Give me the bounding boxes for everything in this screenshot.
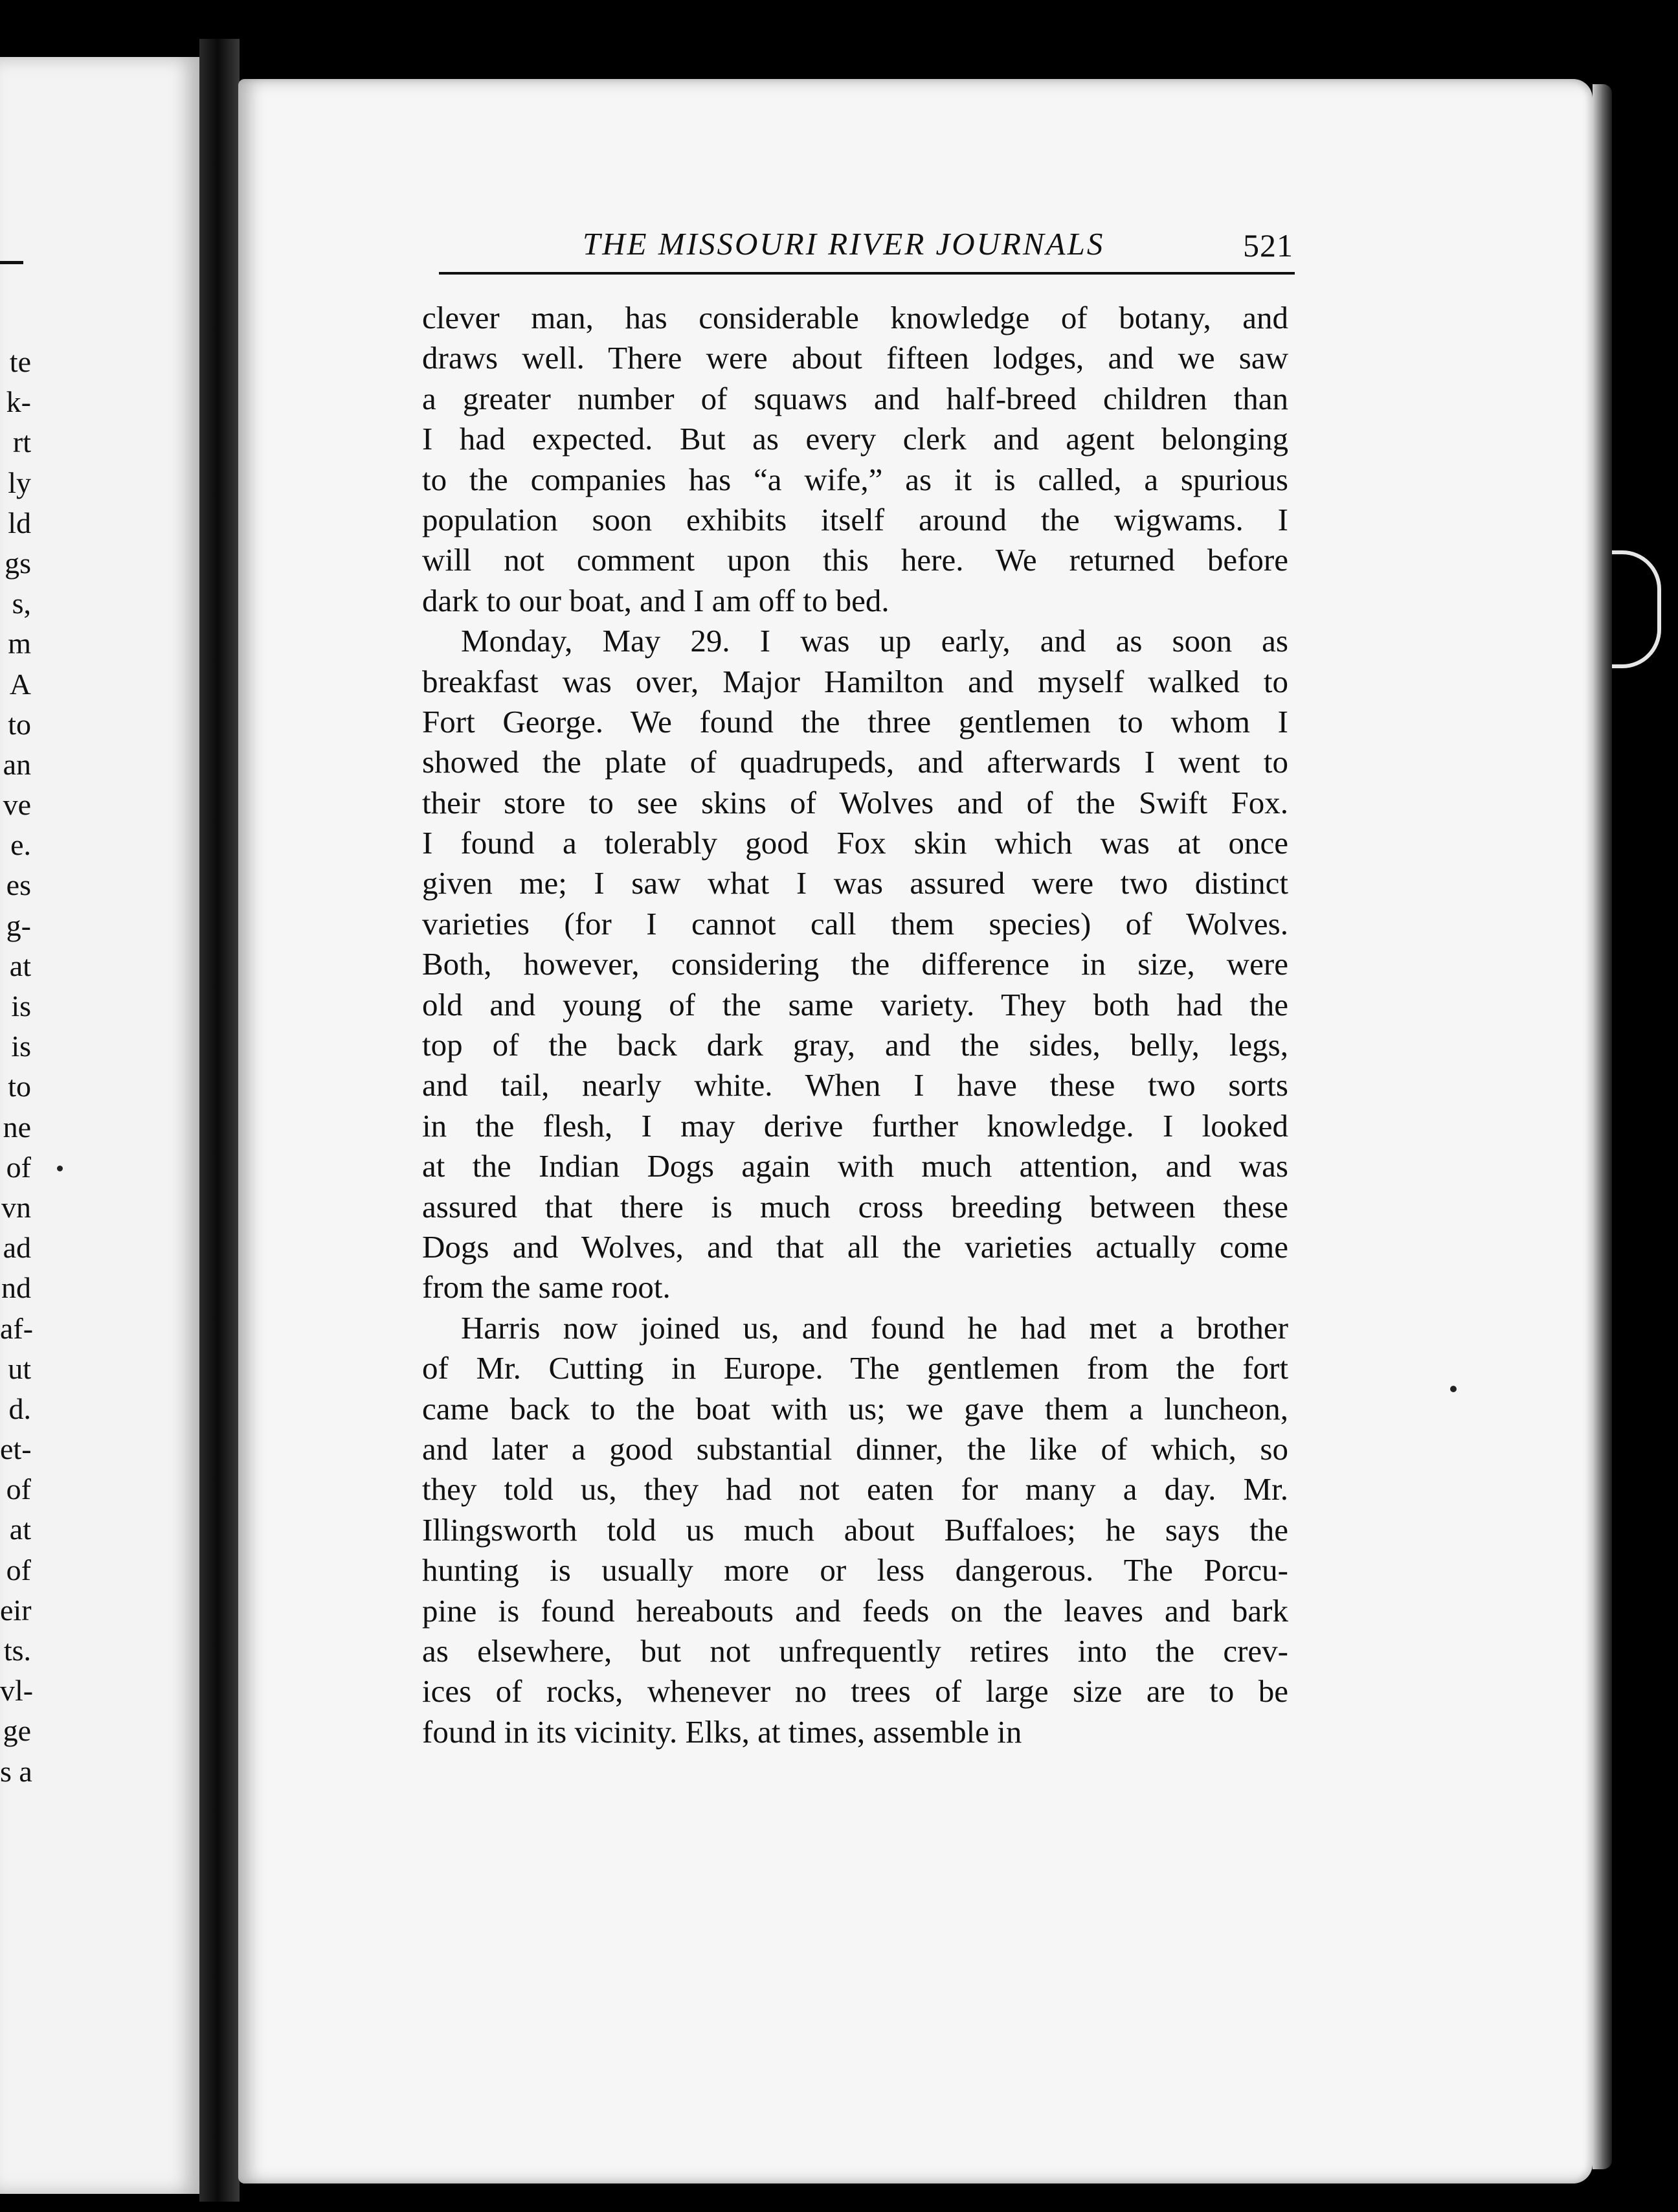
facing-page-line: d. (8, 1392, 31, 1425)
book-gutter (199, 39, 240, 2202)
text-line: will not comment upon this here. We returned before (422, 542, 1288, 578)
text-line: and later a good substantial dinner, the like of which, so (422, 1430, 1288, 1467)
text-line: showed the plate of quadrupeds, and afterwards I went to (422, 744, 1288, 780)
text-line: as elsewhere, but not unfrequently retires into the crev- (422, 1632, 1288, 1669)
facing-page-line: m (8, 627, 31, 660)
facing-page-line: to (8, 707, 31, 741)
facing-page-line: ly (8, 466, 31, 499)
facing-page-line: A (9, 667, 31, 701)
facing-page-line: is (11, 1030, 31, 1063)
facing-page-line: ut (8, 1351, 31, 1385)
text-line: in the flesh, I may derive further knowledge. I looked (422, 1107, 1288, 1144)
text-line: Harris now joined us, and found he had met a brother (461, 1309, 1288, 1346)
facing-page-line: es (6, 868, 31, 902)
facing-page-line: vn (1, 1190, 31, 1224)
facing-page-line: is (11, 989, 31, 1022)
facing-page-rule (0, 261, 23, 264)
facing-page-line: ts. (3, 1634, 31, 1667)
text-line: top of the back dark gray, and the sides, belly, legs, (422, 1027, 1288, 1063)
scan-speck (1450, 1386, 1457, 1392)
facing-page-line: at (9, 949, 31, 982)
page-edge (1593, 84, 1612, 2169)
facing-page-line: nd (1, 1271, 31, 1305)
facing-page-line: of (6, 1150, 31, 1184)
facing-page-line: at (9, 1513, 31, 1546)
text-line: old and young of the same variety. They both had the (422, 986, 1288, 1022)
text-line: Monday, May 29. I was up early, and as soon as (461, 623, 1288, 659)
scan-speck (57, 1166, 63, 1171)
text-line: varieties (for I cannot call them species) of Wolves. (422, 905, 1288, 942)
facing-page-line: of (6, 1473, 31, 1506)
facing-page-line: an (3, 747, 31, 781)
text-line: dark to our boat, and I am off to bed. (422, 582, 889, 618)
text-line: pine is found hereabouts and feeds on the leaves and bark (422, 1592, 1288, 1629)
facing-page-line: vl- (0, 1674, 34, 1708)
facing-page-line: af- (0, 1311, 34, 1345)
facing-page-line: rt (12, 425, 31, 459)
facing-page-line: to (8, 1070, 31, 1103)
text-line: Fort George. We found the three gentlemen to whom I (422, 703, 1288, 739)
facing-page-line: ve (3, 788, 31, 822)
facing-page-line: et- (0, 1432, 32, 1466)
running-head: THE MISSOURI RIVER JOURNALS (583, 226, 1105, 262)
facing-page-line: of (6, 1553, 31, 1586)
text-line: breakfast was over, Major Hamilton and myself walked to (422, 663, 1288, 699)
body-text (422, 298, 1288, 1752)
text-line: draws well. There were about fifteen lodges, and we saw (422, 340, 1288, 376)
text-line: assured that there is much cross breeding between these (422, 1188, 1288, 1224)
text-line: Both, however, considering the difference in size, were (422, 946, 1288, 982)
facing-page-line: gs (5, 546, 31, 580)
text-line: at the Indian Dogs again with much attention, and was (422, 1148, 1288, 1184)
text-line: of Mr. Cutting in Europe. The gentlemen from the fort (422, 1350, 1288, 1386)
text-line: I had expected. But as every clerk and agent belonging (422, 421, 1288, 457)
text-line: ices of rocks, whenever no trees of large size are to be (422, 1673, 1288, 1710)
facing-page-line: s a (0, 1754, 32, 1788)
text-line: from the same root. (422, 1269, 671, 1305)
text-line: they told us, they had not eaten for many a day. Mr. (422, 1471, 1288, 1507)
text-line: population soon exhibits itself around the wigwams. I (422, 501, 1288, 537)
header-rule (439, 272, 1295, 275)
facing-page-line: g- (6, 909, 31, 942)
facing-page-line: k- (6, 385, 31, 419)
page-number: 521 (1243, 227, 1293, 264)
facing-page-line: ld (8, 506, 31, 539)
facing-page (0, 57, 203, 2194)
facing-page-line: ne (3, 1110, 31, 1144)
text-line: clever man, has considerable knowledge of botany, and (422, 300, 1288, 335)
text-line: Dogs and Wolves, and that all the varieties actually come (422, 1228, 1288, 1265)
text-line: hunting is usually more or less dangerous. The Porcu- (422, 1552, 1288, 1588)
text-line: found in its vicinity. Elks, at times, assemble in (422, 1713, 1022, 1750)
facing-page-line: te (9, 345, 31, 378)
text-line: and tail, nearly white. When I have these two sorts (422, 1067, 1288, 1103)
text-line: a greater number of squaws and half-breed children than (422, 380, 1288, 416)
text-line: Illingsworth told us much about Buffaloes; he says the (422, 1511, 1288, 1548)
facing-page-line: e. (10, 828, 31, 862)
text-line: came back to the boat with us; we gave them a luncheon, (422, 1390, 1288, 1427)
text-line: their store to see skins of Wolves and of the Swift Fox. (422, 784, 1288, 820)
text-line: I found a tolerably good Fox skin which was at once (422, 825, 1288, 861)
facing-page-line: eir (0, 1593, 32, 1627)
facing-page-line: ge (3, 1714, 31, 1748)
facing-page-text (0, 342, 194, 1792)
facing-page-line: ad (3, 1231, 31, 1265)
text-line: given me; I saw what I was assured were two distinct (422, 865, 1288, 901)
text-line: to the companies has “a wife,” as it is called, a spurious (422, 461, 1288, 497)
margin-mark (1612, 550, 1661, 668)
facing-page-line: s, (12, 587, 31, 620)
